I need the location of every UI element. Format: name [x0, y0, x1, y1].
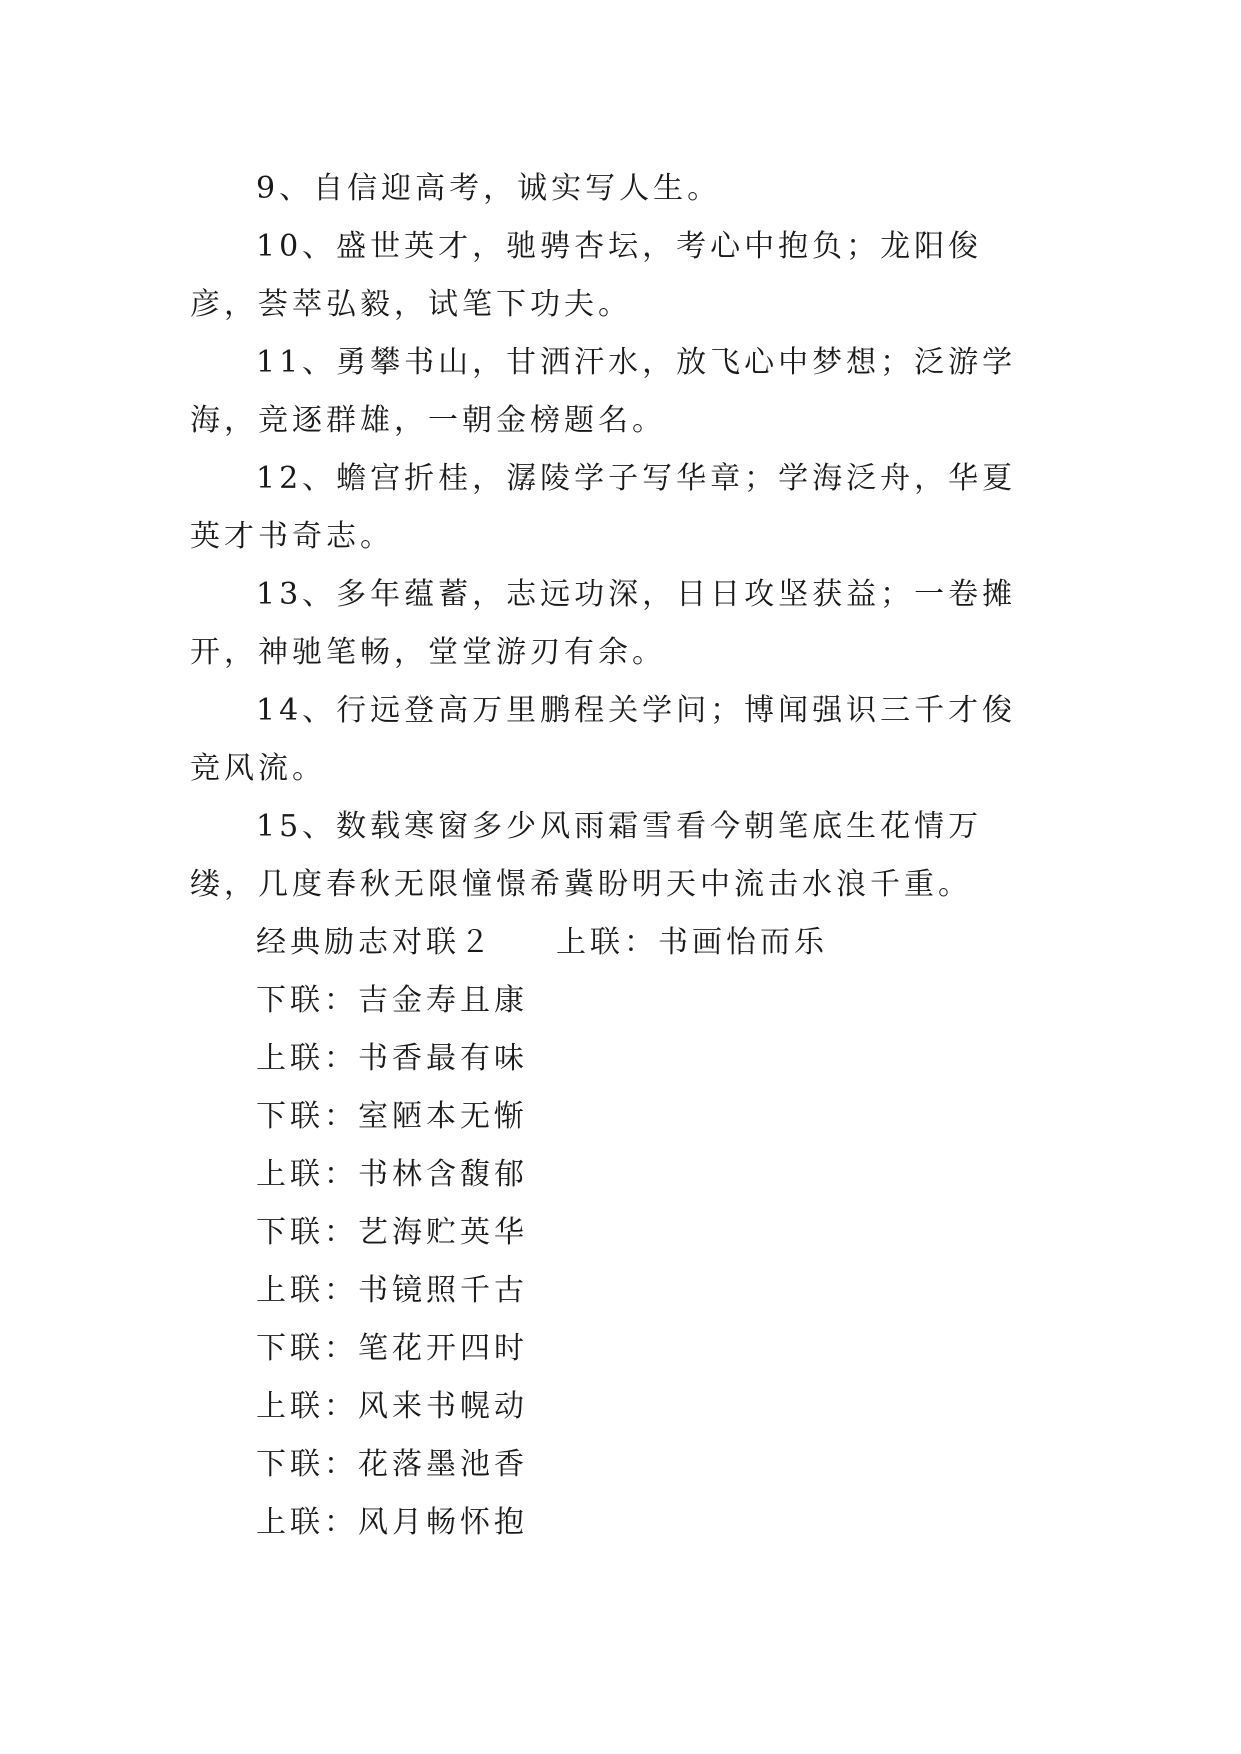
- couplet-line: 上联：书林含馥郁: [256, 1157, 528, 1192]
- couplet-paragraph-10: 10、盛世英才，驰骋杏坛，考心中抱负；龙阳俊彦，荟萃弘毅，试笔下功夫。: [190, 229, 983, 322]
- couplet-paragraph-15: 15、数载寒窗多少风雨霜雪看今朝笔底生花情万缕，几度春秋无限憧憬希冀盼明天中流击水浪千重。: [190, 809, 983, 902]
- couplet-line: 上联：风来书幌动: [256, 1389, 528, 1424]
- couplet-line: 上联：书香最有味: [256, 1041, 528, 1076]
- couplet-line: 下联：笔花开四时: [256, 1331, 528, 1366]
- couplet-line: 下联：花落墨池香: [256, 1447, 528, 1482]
- couplet-paragraph-11: 11、勇攀书山，甘洒汗水，放飞心中梦想；泛游学海，竞逐群雄，一朝金榜题名。: [190, 345, 1017, 438]
- couplet-paragraph-13: 13、多年蕴蓄，志远功深，日日攻坚获益；一卷摊开，神驰笔畅，堂堂游刃有余。: [190, 577, 1017, 670]
- couplet-line: 下联：吉金寿且康: [256, 983, 528, 1018]
- couplet-paragraph-12: 12、蟾宫折桂，潺陵学子写华章；学海泛舟，华夏英才书奇志。: [190, 461, 1017, 554]
- couplet-line: 上联：风月畅怀抱: [256, 1505, 528, 1540]
- document-body: [190, 160, 1050, 1552]
- couplet-line: 下联：室陋本无惭: [256, 1099, 528, 1134]
- section-first-couplet: 上联：书画怡而乐: [556, 925, 828, 960]
- section-title: 经典励志对联２: [256, 925, 494, 960]
- couplet-paragraph-9: 9、自信迎高考，诚实写人生。: [256, 171, 722, 206]
- section-heading-line: [190, 914, 1050, 972]
- couplet-paragraph-14: 14、行远登高万里鹏程关学问；博闻强识三千才俊竞风流。: [190, 693, 1017, 786]
- couplet-line: 上联：书镜照千古: [256, 1273, 528, 1308]
- couplet-line: 下联：艺海贮英华: [256, 1215, 528, 1250]
